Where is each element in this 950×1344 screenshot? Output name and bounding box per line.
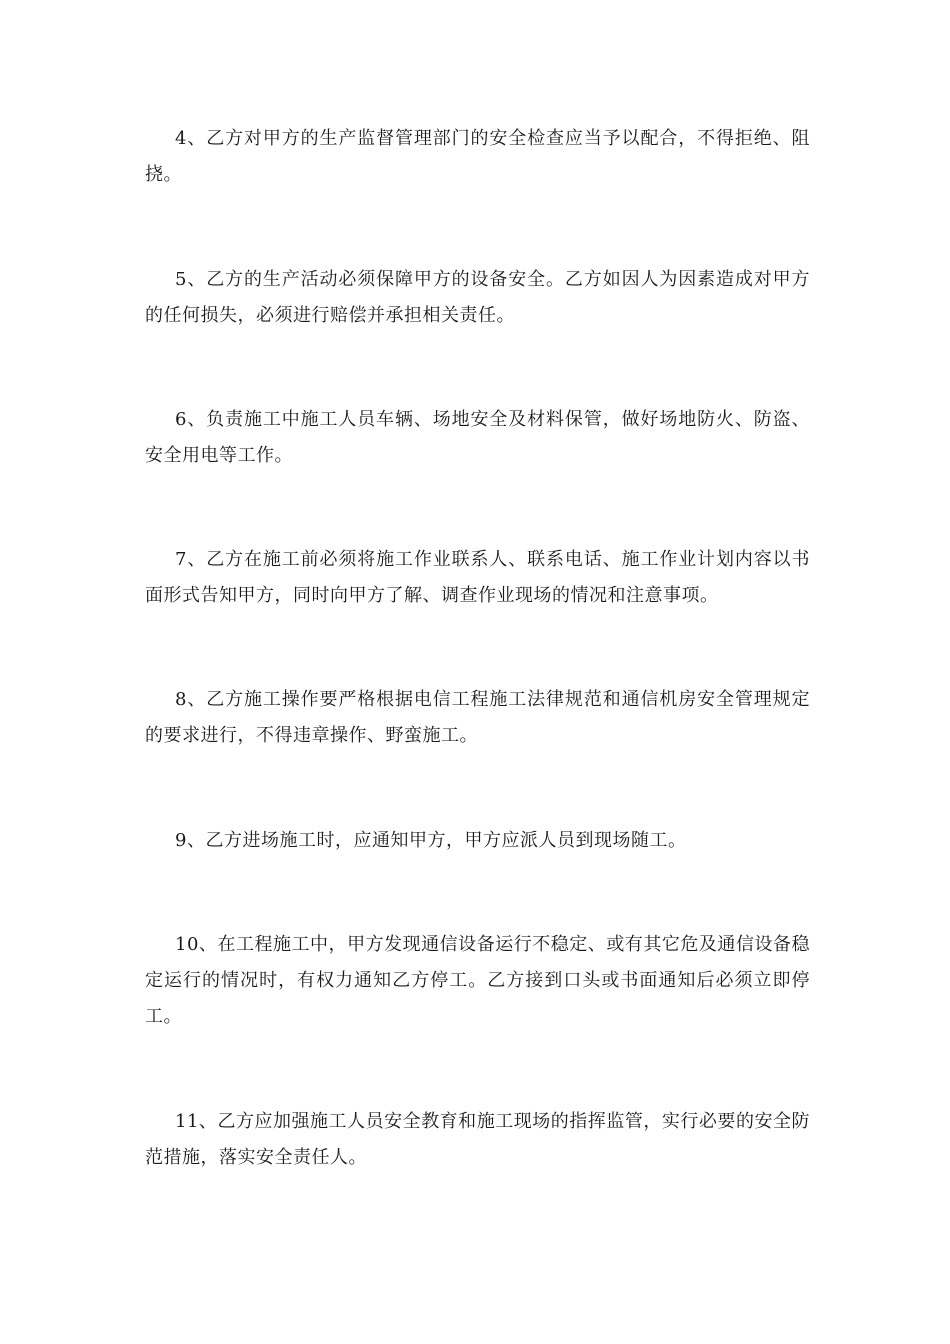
clause-8: 8、乙方施工操作要严格根据电信工程施工法律规范和通信机房安全管理规定的要求进行，不得违章操作、野蛮施工。 [145, 689, 810, 746]
clause-5: 5、乙方的生产活动必须保障甲方的设备安全。乙方如因人为因素造成对甲方的任何损失，必须进行赔偿并承担相关责任。 [145, 269, 810, 326]
clause-10: 10、在工程施工中，甲方发现通信设备运行不稳定、或有其它危及通信设备稳定运行的情况时，有权力通知乙方停工。乙方接到口头或书面通知后必须立即停工。 [145, 934, 810, 1027]
clause-11: 11、乙方应加强施工人员安全教育和施工现场的指挥监管，实行必要的安全防范措施，落实安全责任人。 [145, 1111, 810, 1168]
clause-4: 4、乙方对甲方的生产监督管理部门的安全检查应当予以配合，不得拒绝、阻挠。 [145, 128, 810, 185]
clause-6: 6、负责施工中施工人员车辆、场地安全及材料保管，做好场地防火、防盗、安全用电等工作。 [145, 409, 810, 466]
clause-9: 9、乙方进场施工时，应通知甲方，甲方应派人员到现场随工。 [175, 830, 687, 851]
clause-7: 7、乙方在施工前必须将施工作业联系人、联系电话、施工作业计划内容以书面形式告知甲方，同时向甲方了解、调查作业现场的情况和注意事项。 [145, 549, 810, 606]
